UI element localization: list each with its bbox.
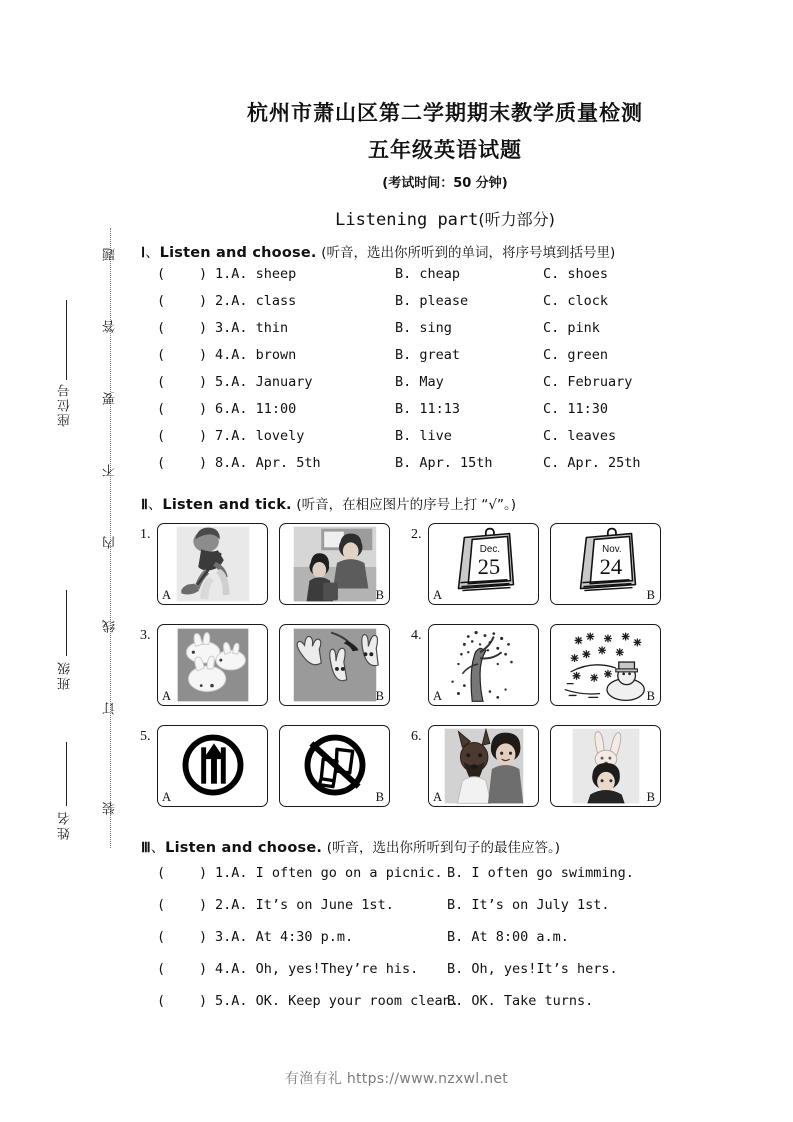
option-a: 2.A. class — [215, 292, 297, 309]
option-a: 6.A. 11:00 — [215, 400, 297, 417]
picture-letter-b: B — [375, 789, 384, 804]
option-b: B. 11:13 — [395, 400, 461, 417]
option-a: 5.A. OK. Keep your room clean. — [215, 992, 459, 1009]
answer-paren-open: ( — [157, 896, 166, 913]
section-2-picture-grid — [135, 523, 755, 826]
table-row[interactable] — [135, 266, 755, 293]
section-heading-1 — [135, 241, 755, 262]
seal-char-2: 要 — [103, 390, 118, 405]
option-b: B. live — [395, 427, 452, 444]
question-number: 1. — [140, 526, 151, 542]
picture-letter-b: B — [646, 587, 655, 602]
option-a: 1.A. sheep — [215, 265, 297, 282]
picture-option-b[interactable] — [279, 523, 390, 605]
section-separator-3: 、 — [150, 839, 166, 856]
picture-question-4 — [406, 624, 661, 706]
table-row[interactable] — [135, 929, 755, 961]
listening-part-title-cn: (听力部分) — [478, 209, 555, 229]
section-title-en-1: Listen and choose. — [159, 244, 317, 261]
option-a: 7.A. lovely — [215, 427, 305, 444]
option-b: B. At 8:00 a.m. — [447, 928, 569, 945]
picture-letter-a: A — [162, 789, 172, 804]
answer-paren-open: ( — [157, 292, 166, 309]
picture-letter-a: A — [162, 688, 172, 703]
option-c: C. green — [543, 346, 609, 363]
answer-paren-close: ) — [199, 896, 208, 913]
snowman-snowflakes-drawing-icon — [551, 625, 660, 705]
boy-with-dog-photo-icon — [429, 726, 538, 806]
answer-paren-open: ( — [157, 454, 166, 471]
section-title-en-2: Listen and tick. — [162, 496, 292, 513]
picture-letter-b: B — [646, 789, 655, 804]
picture-option-a[interactable] — [428, 624, 539, 706]
section-title-cn-3: (听音，选出你所听到句子的最佳应答。) — [326, 839, 560, 856]
picture-letter-a: A — [433, 789, 443, 804]
section-numeral-1: Ⅰ — [141, 245, 146, 261]
picture-option-a[interactable] — [428, 523, 539, 605]
picture-option-b[interactable] — [279, 725, 390, 807]
table-row[interactable] — [135, 293, 755, 320]
seal-char-5: 线 — [103, 618, 118, 633]
picture-question-2 — [406, 523, 661, 605]
option-c: C. pink — [543, 319, 600, 336]
seal-char-4: 内 — [103, 534, 118, 549]
picture-question-6 — [406, 725, 661, 807]
answer-paren-open: ( — [157, 864, 166, 881]
table-row[interactable] — [135, 993, 755, 1025]
option-c: C. 11:30 — [543, 400, 609, 417]
option-c: C. shoes — [543, 265, 609, 282]
page-subtitle: 五年级英语试题 — [368, 137, 522, 162]
option-a: 4.A. Oh, yes!They’re his. — [215, 960, 419, 977]
picture-option-b[interactable] — [550, 725, 661, 807]
answer-paren-close: ) — [199, 928, 208, 945]
picture-option-a[interactable] — [157, 624, 268, 706]
answer-paren-open: ( — [157, 373, 166, 390]
answer-paren-close: ) — [199, 265, 208, 282]
table-row[interactable] — [135, 347, 755, 374]
seal-char-1: 答 — [103, 318, 118, 333]
class-field-rule — [66, 590, 67, 656]
girl-sweeping-photo-icon — [158, 524, 267, 604]
seat-number-field-rule — [66, 300, 67, 380]
option-c: C. Apr. 25th — [543, 454, 641, 471]
calendar-day-label: 24 — [599, 553, 623, 579]
picture-row — [135, 523, 755, 624]
answer-paren-open: ( — [157, 319, 166, 336]
table-row[interactable] — [135, 401, 755, 428]
picture-option-b[interactable] — [279, 624, 390, 706]
option-a: 4.A. brown — [215, 346, 297, 363]
answer-paren-close: ) — [199, 400, 208, 417]
answer-paren-open: ( — [157, 400, 166, 417]
picture-option-a[interactable] — [428, 725, 539, 807]
picture-row — [135, 725, 755, 826]
answer-paren-open: ( — [157, 427, 166, 444]
option-a: 5.A. January — [215, 373, 313, 390]
picture-question-1 — [135, 523, 390, 605]
answer-paren-close: ) — [199, 319, 208, 336]
option-a: 3.A. thin — [215, 319, 289, 336]
option-b: B. sing — [395, 319, 452, 336]
question-number: 4. — [411, 627, 422, 643]
answer-paren-open: ( — [157, 265, 166, 282]
picture-question-5 — [135, 725, 390, 807]
seal-char-6: 订 — [103, 700, 118, 715]
option-b: B. It’s on July 1st. — [447, 896, 610, 913]
exam-paper-body — [135, 0, 755, 1122]
table-row[interactable] — [135, 374, 755, 401]
answer-paren-close: ) — [199, 960, 208, 977]
table-row[interactable] — [135, 897, 755, 929]
question-number: 5. — [140, 728, 151, 744]
exam-duration-note: (考试时间：50 分钟) — [382, 175, 508, 191]
table-row[interactable] — [135, 428, 755, 455]
option-a: 1.A. I often go on a picnic. — [215, 864, 443, 881]
picture-question-3 — [135, 624, 390, 706]
no-littering-sign-icon — [280, 726, 389, 806]
option-b: B. Apr. 15th — [395, 454, 493, 471]
class-field-label: 班级 — [58, 660, 73, 690]
option-c: C. clock — [543, 292, 609, 309]
answer-paren-close: ) — [199, 454, 208, 471]
picture-option-b[interactable] — [550, 523, 661, 605]
section-3-question-list — [135, 865, 755, 1025]
option-c: C. leaves — [543, 427, 617, 444]
section-1-question-list — [135, 266, 755, 482]
answer-paren-open: ( — [157, 928, 166, 945]
seal-char-7: 装 — [103, 800, 118, 815]
child-with-rabbit-photo-icon — [551, 726, 660, 806]
option-c: C. February — [543, 373, 633, 390]
picture-option-a[interactable] — [157, 523, 268, 605]
answer-paren-close: ) — [199, 346, 208, 363]
section-separator-1: 、 — [145, 244, 160, 261]
calendar-dec-25-icon — [429, 524, 538, 604]
answer-paren-close: ) — [199, 427, 208, 444]
option-b: B. May — [395, 373, 444, 390]
section-heading-2 — [135, 493, 755, 514]
listening-part-title-en: Listening part — [335, 209, 479, 230]
picture-letter-b: B — [375, 587, 384, 602]
page-title: 杭州市萧山区第二学期期末教学质量检测 — [247, 101, 643, 125]
picture-letter-b: B — [375, 688, 384, 703]
section-heading-3 — [135, 836, 755, 857]
section-title-en-3: Listen and choose. — [165, 839, 323, 856]
question-number: 2. — [411, 526, 422, 542]
table-row[interactable] — [135, 865, 755, 897]
section-separator-2: 、 — [147, 496, 163, 513]
question-number: 3. — [140, 627, 151, 643]
section-numeral-3: Ⅲ — [141, 840, 151, 856]
picture-letter-a: A — [433, 688, 443, 703]
table-row[interactable] — [135, 455, 755, 482]
answer-paren-close: ) — [199, 992, 208, 1009]
question-number: 6. — [411, 728, 422, 744]
answer-paren-close: ) — [199, 373, 208, 390]
picture-letter-a: A — [162, 587, 172, 602]
answer-paren-close: ) — [199, 292, 208, 309]
picture-option-a[interactable] — [157, 725, 268, 807]
white-rabbits-photo-icon — [158, 625, 267, 705]
answer-paren-open: ( — [157, 992, 166, 1009]
option-b: B. OK. Take turns. — [447, 992, 594, 1009]
option-b: B. cheap — [395, 265, 461, 282]
option-b: B. great — [395, 346, 461, 363]
option-a: 8.A. Apr. 5th — [215, 454, 321, 471]
calendar-month-label: Nov. — [602, 543, 622, 555]
option-b: B. I often go swimming. — [447, 864, 634, 881]
seal-binding-margin — [0, 0, 135, 1122]
section-title-cn-2: (听音，在相应图片的序号上打 “√”。) — [296, 496, 517, 513]
section-title-cn-1: (听音，选出你所听到的单词，将序号填到括号里) — [321, 244, 616, 261]
listening-part-title — [135, 207, 755, 230]
option-a: 3.A. At 4:30 p.m. — [215, 928, 354, 945]
seal-char-3: 不 — [103, 462, 118, 477]
name-field-rule — [66, 742, 67, 806]
section-numeral-2: Ⅱ — [141, 497, 148, 513]
calendar-day-label: 25 — [477, 553, 501, 579]
keep-straight-sign-icon — [158, 726, 267, 806]
picture-letter-b: B — [646, 688, 655, 703]
option-b: B. Oh, yes!It’s hers. — [447, 960, 618, 977]
table-row[interactable] — [135, 961, 755, 993]
mother-and-child-photo-icon — [280, 524, 389, 604]
picture-row — [135, 624, 755, 725]
hand-shadow-rabbits-icon — [280, 625, 389, 705]
seal-char-0: 题 — [103, 246, 118, 261]
answer-paren-close: ) — [199, 864, 208, 881]
option-b: B. please — [395, 292, 469, 309]
footer-watermark: 有渔有礼 https://www.nzxwl.net — [284, 1071, 509, 1087]
name-field-label: 姓名 — [58, 810, 73, 840]
answer-paren-open: ( — [157, 960, 166, 977]
option-a: 2.A. It’s on June 1st. — [215, 896, 394, 913]
calendar-month-label: Dec. — [479, 543, 500, 555]
calendar-nov-24-icon — [551, 524, 660, 604]
seat-number-field-label: 座位号 — [58, 382, 73, 427]
answer-paren-open: ( — [157, 346, 166, 363]
table-row[interactable] — [135, 320, 755, 347]
picture-letter-a: A — [433, 587, 443, 602]
picture-option-b[interactable] — [550, 624, 661, 706]
tree-drawing-icon — [429, 625, 538, 705]
